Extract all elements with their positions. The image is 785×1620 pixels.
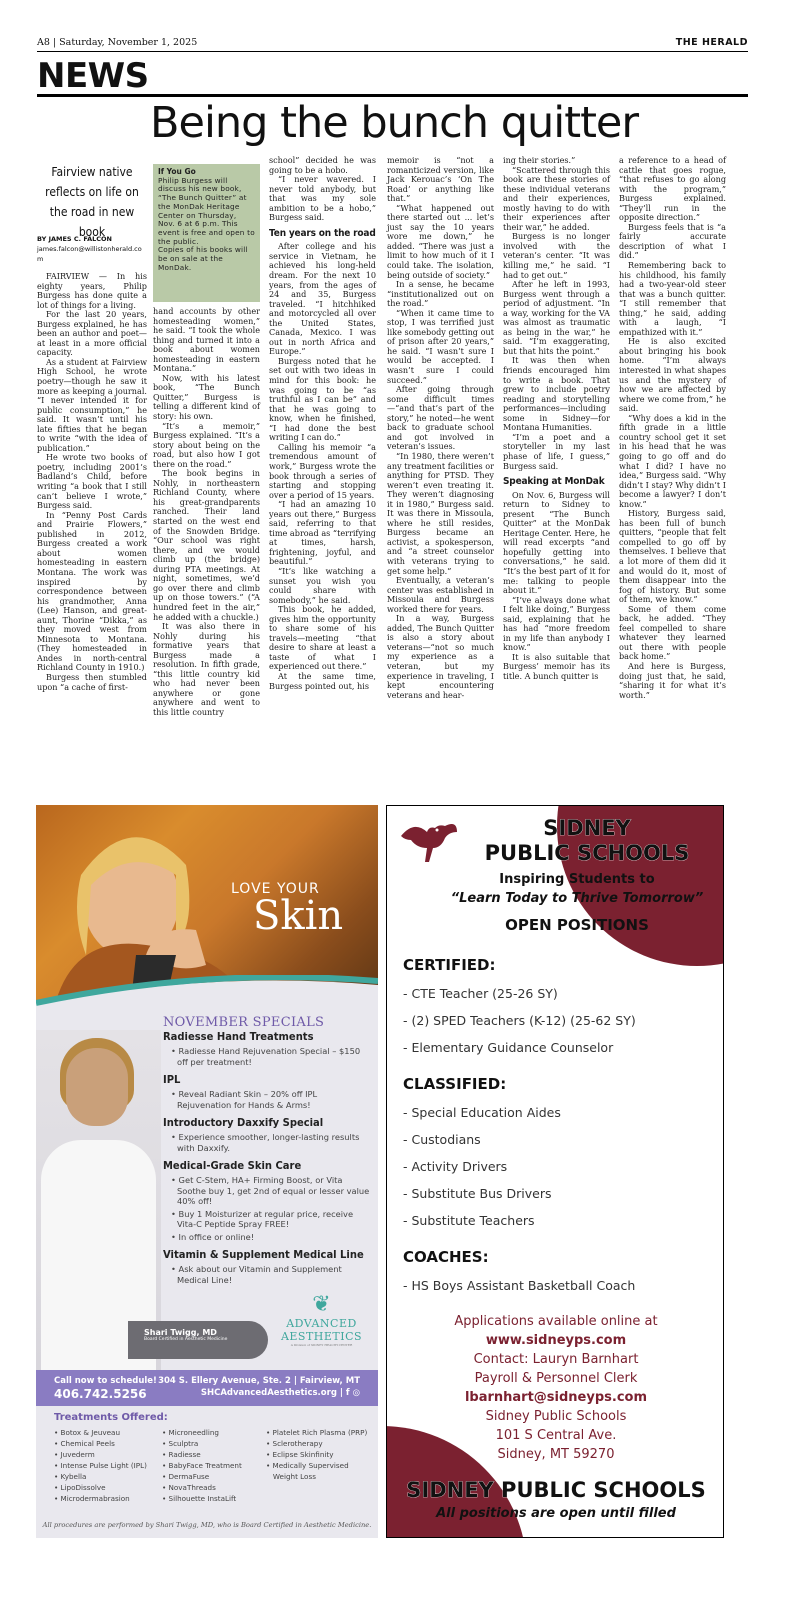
doctor-face xyxy=(66,1048,128,1126)
article-paragraph: ing their stories.” xyxy=(503,155,576,165)
job-listing: - (2) SPED Teachers (K-12) (25-62 SY) xyxy=(403,1013,636,1028)
article-column-4 xyxy=(387,156,494,700)
special-group-title: IPL xyxy=(163,1074,181,1086)
ad-footer-note: All procedures are performed by Shari Twigg, MD, who is Board Certified in Aesthetic Medicine. xyxy=(42,1521,372,1529)
article-paragraph: “When it came time to stop, I was terrified just like somebody getting out of prison after 20 years,” he said. “I wasn’t sure I would be accepted. I wasn’t sure I could succeed.” xyxy=(387,307,494,385)
treatment-item: • Silhouette InstaLift xyxy=(162,1494,237,1503)
article-paragraph: He is also excited about bringing his book home. “I’m always interested in what shapes us and the mystery of how we are affected by where we come from,” he said. xyxy=(619,336,726,414)
article-paragraph: On Nov. 6, Burgess will return to Sidney to present “The Bunch Quitter” at the MonDak Heritage Center. Here, he will read excerpts “and hopefully getting into conversations,” he said. “It’s the best part of it for me: talking to people about it.” xyxy=(503,489,610,596)
article-paragraph: Calling his memoir “a tremendous amount of work,” Burgess wrote the book through a series of starting and stopping over a period of 15 years. xyxy=(269,441,376,500)
article-paragraph: In a way, Burgess added, The Bunch Quitter is also a story about veterans—“not so much my experience as a veteran, but my experience in traveling, I kept encountering veterans and hear- xyxy=(387,613,494,700)
article-paragraph: The book begins in Nohly, in northeastern Richland County, where his great-grandparents ranched. Their land started on the west end of the Snowden Bridge. “Our school was right there, and we would climb up (the bridge) during PTA meetings. At night, sometimes, we’d go over there and climb up on those towers.” (“A hundred feet in the air,” he added with a chuckle.) xyxy=(153,468,260,622)
infobox-body: Philip Burgess will discuss his new book, “The Bunch Quitter” at the MonDak Heritage Center on Thursday, Nov. 6 at 6 p.m. This event is free and open to the public. xyxy=(158,175,255,246)
article-paragraph: “I’ve always done what I felt like doing,” Burgess said, explaining that he has had “more freedom in my life than anybody I know.” xyxy=(503,594,610,653)
special-group-title: Medical-Grade Skin Care xyxy=(163,1160,302,1172)
article-paragraph: Eventually, a veteran’s center was established in Missoula and Burgess worked there for years. xyxy=(387,575,494,614)
job-listing: - CTE Teacher (25-26 SY) xyxy=(403,986,558,1001)
article-paragraph: memoir is “not a romanticized version, like Jack Kerouac’s ‘On The Road’ or anything like that.” xyxy=(387,155,494,204)
infobox-title: If You Go xyxy=(158,167,196,176)
article-column-1 xyxy=(37,272,147,692)
leaf-icon: ❦ xyxy=(312,1292,331,1317)
article-paragraph: a reference to a head of cattle that goes rogue, “that refuses to go along with the program,” Burgess explained. “They’ll run in the opposite direction.” xyxy=(619,155,726,223)
article-paragraph: school” decided he was going to be a hobo. xyxy=(269,155,376,175)
special-group xyxy=(163,1117,373,1153)
folio xyxy=(37,37,748,51)
byline-email[interactable]: james.falcon@willistonherald.com xyxy=(37,245,142,263)
treatment-item: • LipoDissolve xyxy=(54,1483,106,1492)
special-group-title: Introductory Daxxify Special xyxy=(163,1117,324,1129)
treatment-item: • Sculptra xyxy=(162,1439,199,1448)
folio-rule xyxy=(37,51,748,52)
article-paragraph: “Scattered through this book are these stories of these individual veterans and their experiences, mostly having to do with their experiences after their war,” he added. xyxy=(503,164,610,232)
specials-title: NOVEMBER SPECIALS xyxy=(163,1015,325,1030)
treatment-item: • Radiesse xyxy=(162,1450,201,1459)
doctor-nameplate xyxy=(128,1321,268,1359)
job-listing: - Elementary Guidance Counselor xyxy=(403,1040,614,1055)
headline: Being the bunch quitter xyxy=(150,98,639,148)
doctor-name: Shari Twigg, MD xyxy=(144,1328,217,1337)
article-paragraph: After he left in 1993, Burgess went through a period of adjustment. “In a way, working for the VA was almost as traumatic as being in the war,” he said. “I’m exaggerating, but that hits the point.” xyxy=(503,279,610,356)
school-name: SIDNEY PUBLIC SCHOOLS xyxy=(484,816,690,865)
apply-url[interactable]: www.sidneyps.com xyxy=(485,1333,627,1348)
treatment-item: • Eclipse Skinfinity xyxy=(266,1450,334,1459)
specials-list xyxy=(163,1031,373,1292)
article-paragraph: In a sense, he became “institutionalized out on the road.” xyxy=(387,279,494,309)
school-motto: Inspiring Students to “Learn Today to Thrive Tomorrow” xyxy=(450,872,704,906)
infobox-body-2: Copies of his books will be on sale at the MonDak. xyxy=(158,245,248,272)
ad-tagline-2: Skin xyxy=(253,893,344,939)
schools-ad[interactable] xyxy=(386,805,724,1538)
classified-heading: CLASSIFIED: xyxy=(403,1075,507,1093)
article-paragraph: For the last 20 years, Burgess explained, he has been an author and poet—at least in a more official capacity. xyxy=(37,309,147,358)
article-paragraph: After going through some difficult times—“and that’s part of the story,” he noted—he went back to graduate school and got involved in veteran’s issues. xyxy=(387,384,494,452)
phone-number[interactable]: 406.742.5256 xyxy=(54,1387,147,1401)
special-item: • In office or online! xyxy=(171,1231,255,1242)
contact-email[interactable]: lbarnhart@sidneyps.com xyxy=(464,1390,648,1405)
treatment-item: • Microneedling xyxy=(162,1428,219,1437)
special-group xyxy=(163,1249,373,1285)
article-paragraph: It was then when friends encouraged him to write a book. That grew to include poetry reading and storytelling performances—including some in Sidney—for Montana Humanities. xyxy=(503,355,610,433)
special-group-title: Radiesse Hand Treatments xyxy=(163,1031,314,1043)
folio-date: A8 | Saturday, November 1, 2025 xyxy=(37,37,198,48)
article-paragraph: After college and his service in Vietnam, he achieved his long-held dream. For the next 10 years, from the ages of 24 and 35, Burgess traveled. “I hitchhiked and motorcycled all over the United States, Canada, Mexico. I was out in north Africa and Europe.” xyxy=(269,241,376,357)
special-item: • Get C-Stem, HA+ Firming Boost, or Vita Soothe buy 1, get 2nd of equal or lesser value 40% off! xyxy=(171,1175,370,1206)
job-listing: - Substitute Bus Drivers xyxy=(403,1186,552,1201)
article-subhead: Ten years on the road xyxy=(269,227,376,239)
special-group xyxy=(163,1074,373,1110)
special-item: • Radiesse Hand Rejuvenation Special – $150 off per treatment! xyxy=(171,1046,361,1067)
article-paragraph: Remembering back to his childhood, his family had a two-year-old steer that was a bunch quitter. “I still remember that thing,” he said, adding with a laugh, “I empathized with it.” xyxy=(619,260,726,337)
treatment-item: • Juvederm xyxy=(54,1450,95,1459)
doctor-portrait xyxy=(36,1030,161,1370)
article-paragraph: “I never wavered. I never told anybody, but that was my sole ambition to be a hobo,” Burgess said. xyxy=(269,174,376,223)
special-group xyxy=(163,1031,373,1067)
job-listing: - Special Education Aides xyxy=(403,1105,561,1120)
special-item: • Buy 1 Moisturizer at regular price, receive Vita-C Peptide Spray FREE! xyxy=(171,1208,354,1229)
article-subhead: Speaking at MonDak xyxy=(503,476,605,488)
event-infobox xyxy=(153,164,260,302)
special-item: • Experience smoother, longer-lasting results with Daxxify. xyxy=(171,1132,360,1153)
section-rule xyxy=(37,94,748,97)
treatment-item: • Medically Supervised xyxy=(266,1461,349,1470)
article-paragraph: And here is Burgess, doing just that, he said, “sharing it for what it’s worth.” xyxy=(619,660,726,700)
treatment-item: Weight Loss xyxy=(266,1472,316,1481)
application-info: Applications available online at www.sidneyps.com Contact: Lauryn Barnhart Payroll & Personnel Clerk lbarnhart@sidneyps.com Sidney Public Schools 101 S Central Ave. Sidney, MT 59270 xyxy=(454,1314,658,1462)
treatment-item: • Platelet Rich Plasma (PRP) xyxy=(266,1428,368,1437)
article-paragraph: “In 1980, there weren’t any treatment facilities or anything for PTSD. They weren’t even treating it. They weren’t diagnosing it in 1980,” Burgess said. It was there in Missoula, where he still resides, Burgess became an activist, a spokesperson, and “a street counselor with veterans trying to get some help.” xyxy=(387,450,494,576)
treatment-item: • Botox & Jeuveau xyxy=(54,1428,121,1437)
treatment-item: • Intense Pulse Light (IPL) xyxy=(54,1461,147,1470)
article-column-5 xyxy=(503,156,610,682)
article-column-3 xyxy=(269,156,376,691)
special-group-title: Vitamin & Supplement Medical Line xyxy=(163,1249,364,1261)
school-footer-note: All positions are open until filled xyxy=(436,1506,676,1521)
aesthetics-ad[interactable] xyxy=(36,805,378,1538)
article-paragraph: History, Burgess said, has been full of bunch quitters, “people that felt compelled to go off by themselves. I believe that a lot more of them did it and would do it, most of them disappear into the fog of history. But some of them, we know.” xyxy=(619,508,726,605)
article-paragraph: “Why does a kid in the fifth grade in a little country school get it set in his head that he was going to go off and do what I did? I have no idea,” Burgess said. “Why didn’t I stay? Why didn’t I become a lawyer? I don’t know.” xyxy=(619,412,726,509)
call-label: Call now to schedule! xyxy=(54,1376,157,1386)
article-paragraph: Burgess noted that he set out with two ideas in mind for this book: he was going to be “as truthful as I can be” and that he was going to know, when he finished, “I had done the best writing I can do.” xyxy=(269,355,376,443)
ad-tagline-1: LOVE YOUR xyxy=(231,881,320,897)
advanced-aesthetics-logo: ❦ ADVANCED AESTHETICS A Division of SIDNEY HEALTH CENTER xyxy=(274,1293,369,1347)
treatment-item: • DermaFuse xyxy=(162,1472,210,1481)
byline xyxy=(37,234,147,264)
treatment-item: • Microdermabrasion xyxy=(54,1494,130,1503)
treatments-col-3 xyxy=(266,1427,367,1482)
special-group xyxy=(163,1160,373,1242)
treatment-item: • BabyFace Treatment xyxy=(162,1461,242,1470)
article-paragraph: Burgess then stumbled upon “a cache of first- xyxy=(37,671,147,692)
website[interactable]: SHCAdvancedAesthetics.org | f ◎ xyxy=(200,1388,360,1398)
job-listing: - Substitute Teachers xyxy=(403,1213,535,1228)
article-paragraph: Some of them come back, he added. “They feel compelled to share whatever they learned out there with people back home.” xyxy=(619,603,726,662)
school-footer-name: SIDNEY PUBLIC SCHOOLS xyxy=(406,1478,706,1502)
article-paragraph: Burgess is no longer involved with the veteran’s center. “It was killing me,” he said. “I had to get out.” xyxy=(503,231,610,280)
deck: Fairview native reflects on life on the road in new book xyxy=(45,165,139,239)
treatment-item: • Chemical Peels xyxy=(54,1439,115,1448)
treatment-item: • NovaThreads xyxy=(162,1483,216,1492)
article-paragraph: “It’s like watching a sunset you wish you could share with somebody,” he said. xyxy=(269,565,376,605)
section-title: NEWS xyxy=(37,56,149,96)
ad-hero-photo xyxy=(36,805,378,1001)
article-paragraph: It was also there in Nohly during his formative years that Burgess made a resolution. In fifth grade, “this little country kid who had never been anywhere or gone anywhere and went to this little country xyxy=(153,621,260,717)
open-positions-title: OPEN POSITIONS xyxy=(505,916,649,934)
article-paragraph: FAIRVIEW — In his eighty years, Philip Burgess has done quite a lot of things for a living. xyxy=(37,271,147,310)
doctor-credential: Board Certified in Aesthetic Medicine xyxy=(144,1337,228,1342)
article-paragraph: hand accounts by other homesteading women,” he said. “I took the whole thing and turned it into a book about women homesteading in eastern Montana.” xyxy=(153,306,260,374)
article-paragraph: “I had an amazing 10 years out there,” Burgess said, referring to that time abroad as “terrifying at times, harsh, frightening, joyful, and beautiful.” xyxy=(269,499,376,567)
article-paragraph: This book, he added, gives him the opportunity to share some of his travels—meeting “that desire to share at least a taste of what I experienced out there.” xyxy=(269,604,376,672)
article-paragraph: Now, with his latest book, “The Bunch Quitter,” Burgess is telling a different kind of story: his own. xyxy=(153,372,260,422)
article-paragraph: At the same time, Burgess pointed out, his xyxy=(269,670,376,691)
certified-heading: CERTIFIED: xyxy=(403,956,496,974)
treatments-title: Treatments Offered: xyxy=(54,1412,168,1423)
job-listing: - Activity Drivers xyxy=(403,1159,508,1174)
teal-wave xyxy=(36,975,378,1015)
folio-paper-name: THE HERALD xyxy=(675,37,748,48)
special-item: • Reveal Radiant Skin – 20% off IPL Rejuvenation for Hands & Arms! xyxy=(171,1089,318,1110)
coaches-heading: COACHES: xyxy=(403,1248,489,1266)
article-paragraph: “It’s a memoir,” Burgess explained. “It’s a story about being on the road, but also how I got there on the road.” xyxy=(153,420,260,469)
job-listing: - HS Boys Assistant Basketball Coach xyxy=(403,1278,636,1293)
article-paragraph: “What happened out there started out ... let’s just say the 10 years wore me down,” he added. “There was just a limit to how much of it I could take. The isolation, being outside of society.” xyxy=(387,202,494,280)
article-column-6 xyxy=(619,156,726,700)
treatments-col-1 xyxy=(54,1427,147,1504)
address: 304 S. Ellery Avenue, Ste. 2 | Fairview, MT xyxy=(158,1376,360,1386)
article-column-2 xyxy=(153,307,260,718)
special-item: • Ask about our Vitamin and Supplement Medical Line! xyxy=(171,1264,342,1285)
contact-bar xyxy=(36,1370,378,1406)
treatment-item: • Kybella xyxy=(54,1472,87,1481)
article-paragraph: Burgess feels that is “a fairly accurate description of what I did.” xyxy=(619,221,726,261)
article-paragraph: It is also suitable that Burgess’ memoir has its title. A bunch quitter is xyxy=(503,651,610,681)
article-paragraph: He wrote two books of poetry, including 2001’s Badland’s Child, before writing “a book that I still can’t believe I wrote,” Burgess said. xyxy=(37,452,147,511)
treatment-item: • Sclerotherapy xyxy=(266,1439,323,1448)
article-paragraph: “I’m a poet and a storyteller in my last phase of life, I guess,” Burgess said. xyxy=(503,431,610,471)
article-paragraph: In “Penny Post Cards and Prairie Flowers,” published in 2012, Burgess created a work about women homesteading in eastern Montana. The work was inspired by correspondence between his grandmother, Anna (Lee) Hanson, and great-aunt, Thorine “Dikka,” as they moved west from Minnesota to Montana. (They homesteaded in Andes in north-central Richland County in 1910.) xyxy=(37,509,147,673)
job-listing: - Custodians xyxy=(403,1132,481,1147)
article-paragraph: As a student at Fairview High School, he wrote poetry—though he saw it more as keeping a journal. “I never intended it for public consumption,” he said. It wasn’t until his late fifties that he began to write “with the idea of publication.” xyxy=(37,356,147,453)
byline-name: BY JAMES C. FALCON xyxy=(37,235,112,243)
treatments-col-2 xyxy=(162,1427,242,1504)
